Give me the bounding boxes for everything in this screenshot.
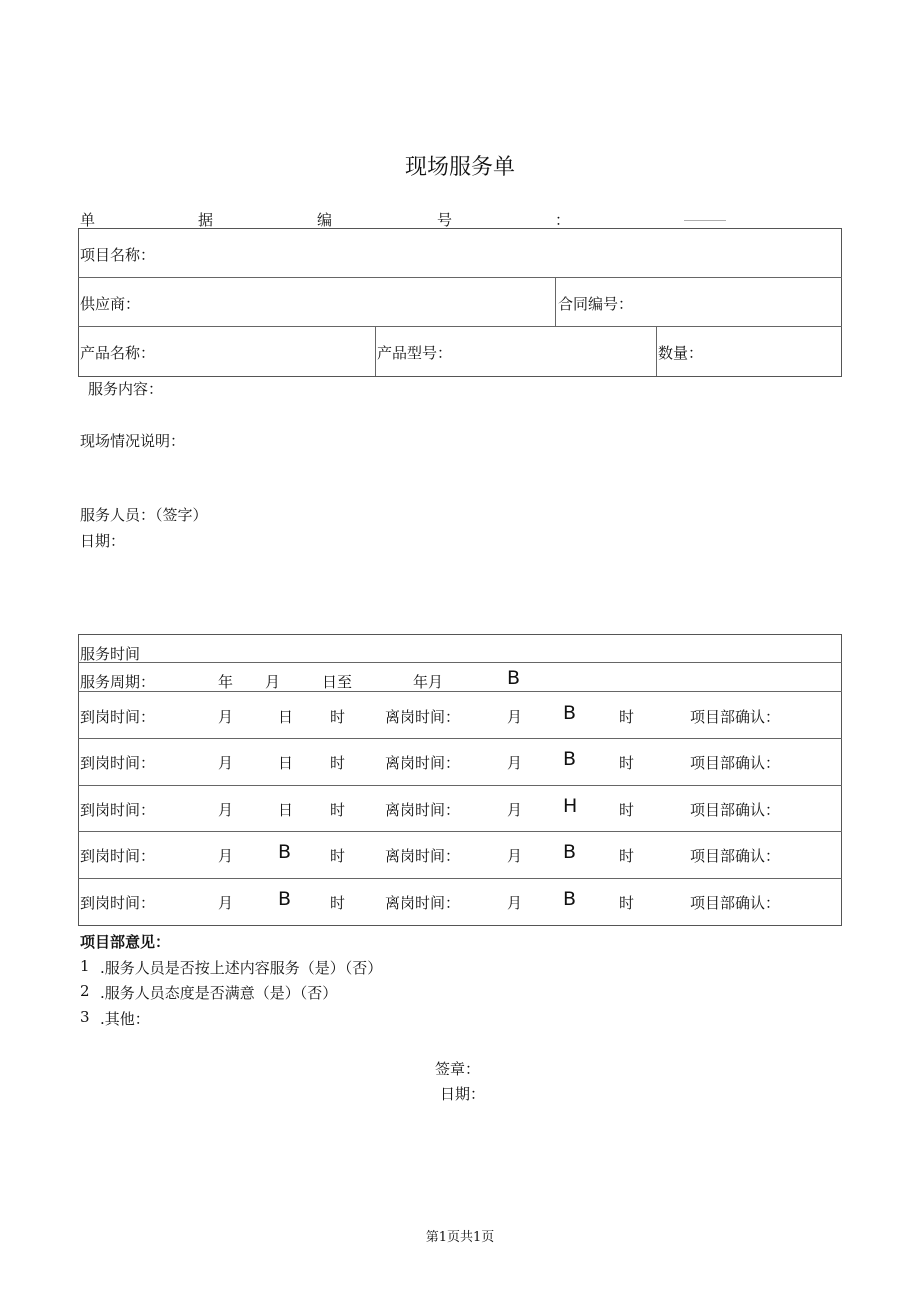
quantity-field[interactable]: 数量：	[658, 344, 704, 362]
product-model-field[interactable]: 产品型号：	[377, 344, 453, 362]
row-cell-m: 月	[218, 754, 234, 772]
page-title: 现场服务单	[404, 155, 515, 180]
doc-number-char: 编	[317, 211, 333, 229]
row-cell-confirm: 项目部确认：	[690, 847, 781, 865]
row-cell-m2: 月	[507, 708, 523, 726]
row-cell-h: 时	[330, 801, 346, 819]
opinion-item: .其他：	[100, 1010, 150, 1028]
row-cell-h: 时	[330, 708, 346, 726]
seal-label: 签章：	[435, 1060, 481, 1078]
row-cell-m: 月	[218, 847, 234, 865]
opinion-item-number: 1	[80, 957, 90, 975]
row-cell-m2: 月	[507, 847, 523, 865]
doc-number-char: 号	[437, 211, 453, 229]
page-footer: 第1页共1页	[425, 1230, 495, 1245]
row-cell-arrive: 到岗时间：	[80, 847, 156, 865]
row-cell-d2: B	[563, 888, 577, 910]
row-cell-h2: 时	[619, 708, 635, 726]
row-cell-confirm: 项目部确认：	[690, 708, 781, 726]
opinion-item: .服务人员态度是否满意（是）（否）	[100, 984, 338, 1002]
seal-date-label: 日期：	[440, 1085, 486, 1103]
row-cell-arrive: 到岗时间：	[80, 708, 156, 726]
opinion-item: .服务人员是否按上述内容服务（是）（否）	[100, 959, 383, 977]
row-cell-d2: H	[563, 795, 578, 817]
row-cell-d: 日	[278, 754, 294, 772]
row-cell-confirm: 项目部确认：	[690, 894, 781, 912]
row-cell-d: B	[278, 841, 292, 863]
site-description-label: 现场情况说明：	[80, 432, 186, 450]
row-cell-h: 时	[330, 754, 346, 772]
service-staff-signature: 服务人员：（签字）	[80, 506, 208, 524]
row-cell-leave: 离岗时间：	[385, 801, 461, 819]
opinion-title: 项目部意见：	[80, 933, 171, 951]
row-cell-arrive: 到岗时间：	[80, 894, 156, 912]
period-cell: 年	[218, 673, 234, 691]
service-content-label: 服务内容：	[88, 380, 164, 398]
opinion-item-number: 3	[80, 1008, 90, 1026]
row-cell-m: 月	[218, 801, 234, 819]
row-cell-d: 日	[278, 708, 294, 726]
row-cell-confirm: 项目部确认：	[690, 754, 781, 772]
doc-number-char: 单	[80, 211, 96, 229]
row-cell-d2: B	[563, 748, 577, 770]
period-cell: 年月	[413, 673, 444, 691]
row-cell-d2: B	[563, 702, 577, 724]
row-cell-d: 日	[278, 801, 294, 819]
contract-number-field[interactable]: 合同编号：	[558, 295, 634, 313]
period-cell: 日至	[322, 673, 353, 691]
row-cell-m2: 月	[507, 894, 523, 912]
product-name-field[interactable]: 产品名称：	[80, 344, 156, 362]
row-cell-h2: 时	[619, 754, 635, 772]
service-period-label: 服务周期：	[80, 673, 156, 691]
project-name-field[interactable]: 项目名称：	[80, 246, 156, 264]
doc-number-char: ：	[555, 211, 571, 229]
period-cell: 月	[265, 673, 281, 691]
date-label: 日期：	[80, 532, 126, 550]
row-cell-h: 时	[330, 894, 346, 912]
period-cell: B	[507, 667, 521, 689]
row-cell-h: 时	[330, 847, 346, 865]
row-cell-leave: 离岗时间：	[385, 894, 461, 912]
opinion-item-number: 2	[80, 982, 90, 1000]
doc-number-value[interactable]: _______	[684, 207, 726, 221]
row-cell-m: 月	[218, 708, 234, 726]
row-cell-confirm: 项目部确认：	[690, 801, 781, 819]
row-cell-h2: 时	[619, 847, 635, 865]
row-cell-leave: 离岗时间：	[385, 754, 461, 772]
supplier-field[interactable]: 供应商：	[80, 295, 141, 313]
service-time-header: 服务时间	[80, 645, 141, 663]
row-cell-d: B	[278, 888, 292, 910]
row-cell-m2: 月	[507, 754, 523, 772]
row-cell-arrive: 到岗时间：	[80, 754, 156, 772]
row-cell-h2: 时	[619, 894, 635, 912]
row-cell-arrive: 到岗时间：	[80, 801, 156, 819]
doc-number-char: 据	[198, 211, 214, 229]
row-cell-d2: B	[563, 841, 577, 863]
row-cell-m2: 月	[507, 801, 523, 819]
row-cell-m: 月	[218, 894, 234, 912]
row-cell-leave: 离岗时间：	[385, 847, 461, 865]
row-cell-h2: 时	[619, 801, 635, 819]
row-cell-leave: 离岗时间：	[385, 708, 461, 726]
